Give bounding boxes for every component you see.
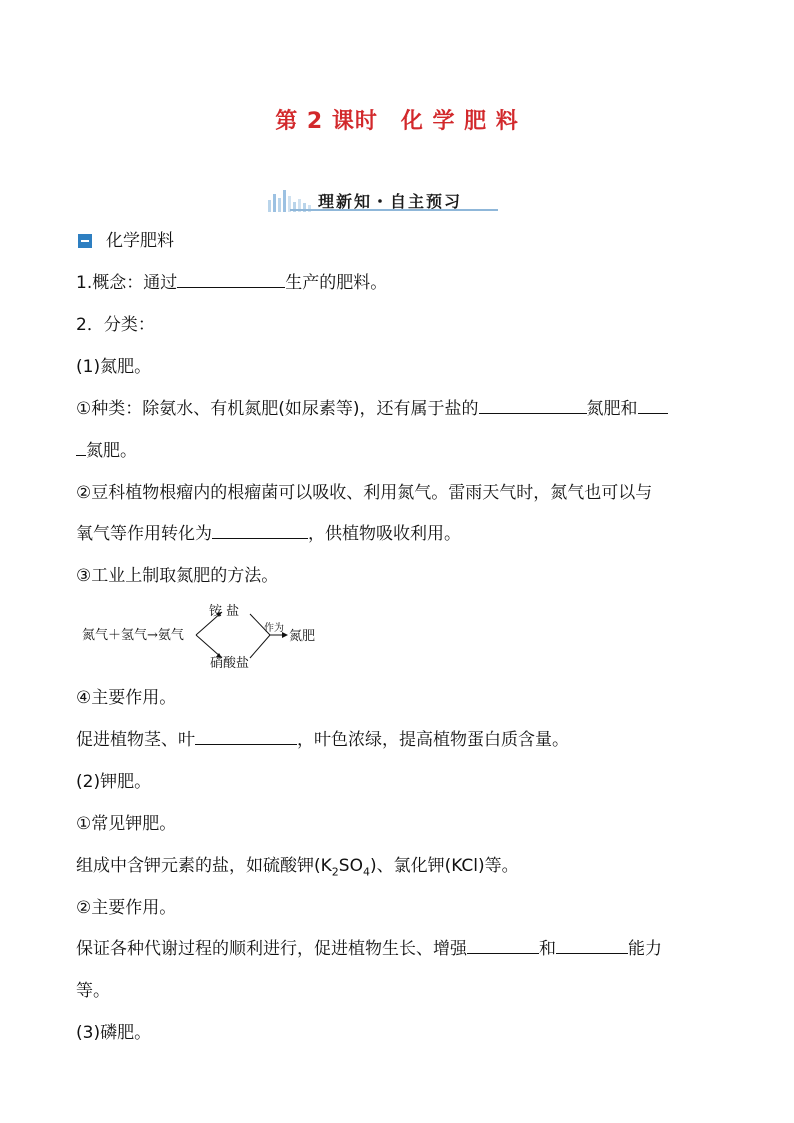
text-line: 1.概念：通过 生产的肥料。 bbox=[76, 273, 388, 293]
text-line: ②主要作用。 bbox=[76, 898, 177, 918]
text-line: 等。 bbox=[76, 981, 110, 1001]
text-line: ④主要作用。 bbox=[76, 688, 177, 708]
section-banner: 理新知・自主预习 bbox=[318, 192, 463, 211]
diagram-left: 氮气＋氢气→氨气 bbox=[82, 628, 184, 643]
text-line: (2)钾肥。 bbox=[76, 772, 152, 792]
text-line: 2．分类： bbox=[76, 315, 155, 335]
text-line: ①常见钾肥。 bbox=[76, 814, 177, 834]
diagram-result: 氮肥 bbox=[289, 629, 316, 644]
text-line: 氧气等作用转化为 ，供植物吸收利用。 bbox=[76, 524, 461, 544]
text-line: ③工业上制取氮肥的方法。 bbox=[76, 566, 279, 586]
text-line: 氮肥。 bbox=[76, 439, 137, 463]
page-title: 第 2 课时 化 学 肥 料 bbox=[275, 109, 519, 134]
section-icon bbox=[78, 234, 92, 248]
diagram-bottom: 硝酸盐 bbox=[210, 656, 250, 670]
text-line: ①种类：除氨水、有机氮肥(如尿素等)，还有属于盐的 氮肥和 bbox=[76, 397, 668, 421]
text-line: 促进植物茎、叶 ，叶色浓绿，提高植物蛋白质含量。 bbox=[76, 730, 569, 750]
text-line: (1)氮肥。 bbox=[76, 357, 152, 377]
section-heading: 化学肥料 bbox=[106, 231, 174, 251]
text-line: 组成中含钾元素的盐，如硫酸钾$(K_2SO_4)$、氯化钾(KCl)等。 bbox=[76, 856, 519, 879]
text-line: ②豆科植物根瘤内的根瘤菌可以吸收、利用氮气。雷雨天气时，氮气也可以与 bbox=[76, 483, 653, 503]
nitrogen-fertilizer-diagram bbox=[82, 600, 332, 670]
text-line: 保证各种代谢过程的顺利进行，促进植物生长、增强 和 能力 bbox=[76, 939, 662, 959]
diagram-arrow-label: 作为 bbox=[264, 623, 284, 634]
diagram-top: 铵 盐 bbox=[209, 604, 240, 619]
text-line: (3)磷肥。 bbox=[76, 1023, 152, 1043]
